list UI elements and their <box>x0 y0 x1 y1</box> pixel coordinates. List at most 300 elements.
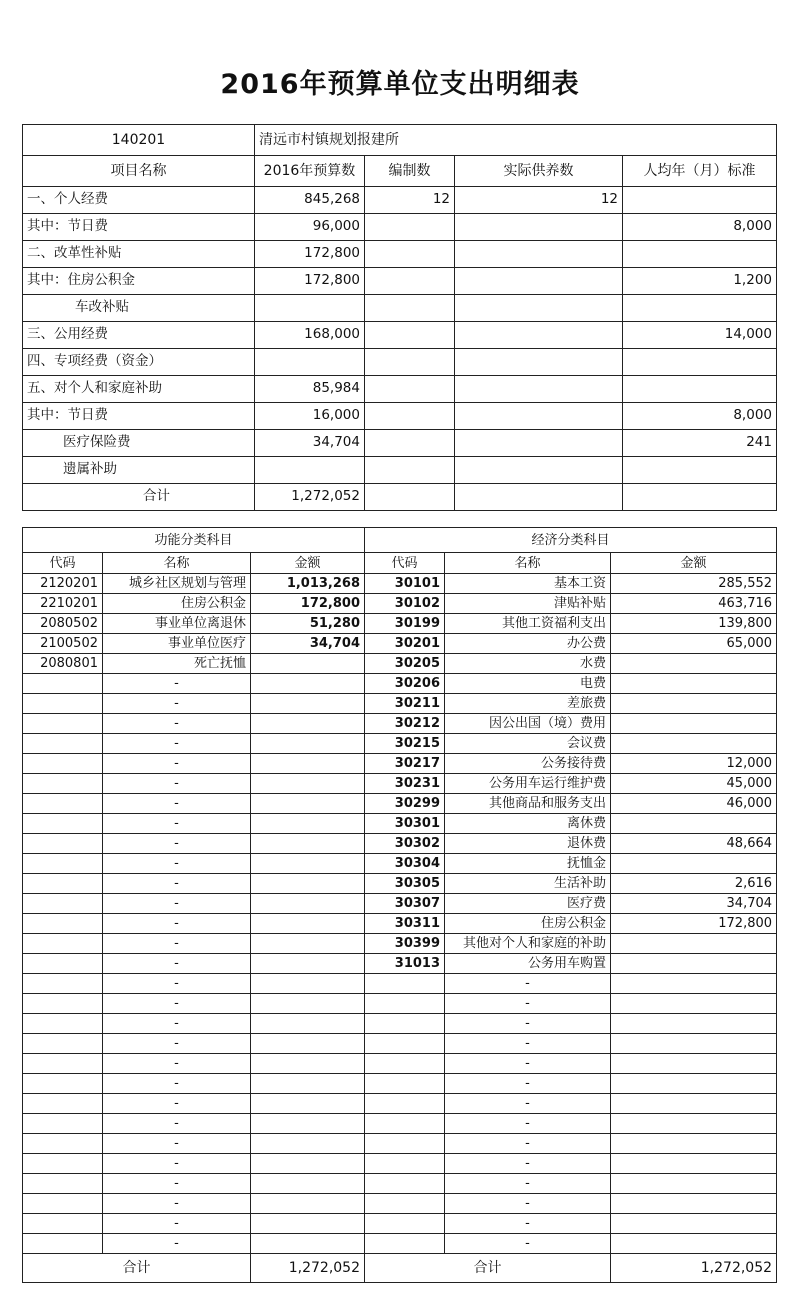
func-name: 住房公积金 <box>103 594 251 614</box>
summary-row <box>23 241 777 268</box>
func-name: - <box>103 1054 251 1074</box>
econ-code <box>365 974 445 994</box>
func-amount <box>251 1134 365 1154</box>
econ-name: 退休费 <box>445 834 611 854</box>
budget-value: 172,800 <box>255 241 365 268</box>
summary-table <box>22 124 777 511</box>
func-total-value: 1,272,052 <box>251 1254 365 1283</box>
econ-amount <box>611 1094 777 1114</box>
econ-amount <box>611 714 777 734</box>
func-amount <box>251 1054 365 1074</box>
econ-code: 30205 <box>365 654 445 674</box>
standard-value: 1,200 <box>623 268 777 295</box>
econ-code <box>365 1154 445 1174</box>
detail-row <box>23 1174 777 1194</box>
func-name: 城乡社区规划与管理 <box>103 574 251 594</box>
econ-amount <box>611 1014 777 1034</box>
econ-amount <box>611 1034 777 1054</box>
econ-code <box>365 1054 445 1074</box>
standard-value: 8,000 <box>623 214 777 241</box>
func-code: 2120201 <box>23 574 103 594</box>
econ-name: 生活补助 <box>445 874 611 894</box>
actual-count <box>455 376 623 403</box>
budget-value: 34,704 <box>255 430 365 457</box>
econ-name: 其他工资福利支出 <box>445 614 611 634</box>
staff-count <box>365 241 455 268</box>
func-name: - <box>103 814 251 834</box>
func-code <box>23 1134 103 1154</box>
econ-name: 公务接待费 <box>445 754 611 774</box>
econ-amount <box>611 1114 777 1134</box>
econ-code: 30302 <box>365 834 445 854</box>
econ-code: 30304 <box>365 854 445 874</box>
func-amount <box>251 854 365 874</box>
detail-table <box>22 527 777 1283</box>
standard-value: 241 <box>623 430 777 457</box>
summary-row <box>23 268 777 295</box>
header-actual: 实际供养数 <box>455 156 623 187</box>
staff-count <box>365 322 455 349</box>
summary-total-value: 1,272,052 <box>255 484 365 511</box>
header-econ-code: 代码 <box>365 553 445 574</box>
actual-count: 12 <box>455 187 623 214</box>
standard-value: 8,000 <box>623 403 777 430</box>
item-name: 四、专项经费（资金） <box>23 349 255 376</box>
standard-value <box>623 457 777 484</box>
func-code <box>23 834 103 854</box>
summary-total-label: 合计 <box>23 484 255 511</box>
econ-code <box>365 1214 445 1234</box>
staff-count: 12 <box>365 187 455 214</box>
econ-code <box>365 994 445 1014</box>
detail-row <box>23 1154 777 1174</box>
econ-name: 抚恤金 <box>445 854 611 874</box>
econ-code: 30231 <box>365 774 445 794</box>
page-title: 2016年预算单位支出明细表 <box>220 69 580 100</box>
func-name: - <box>103 974 251 994</box>
econ-name: 水费 <box>445 654 611 674</box>
func-name: - <box>103 674 251 694</box>
econ-name: - <box>445 1054 611 1074</box>
actual-count <box>455 403 623 430</box>
econ-name: - <box>445 1074 611 1094</box>
detail-header-row <box>23 553 777 574</box>
func-total-label: 合计 <box>23 1254 251 1283</box>
func-amount <box>251 994 365 1014</box>
staff-count <box>365 376 455 403</box>
detail-row <box>23 1134 777 1154</box>
empty-cell <box>623 484 777 511</box>
summary-row <box>23 430 777 457</box>
econ-code <box>365 1114 445 1134</box>
item-name: 车改补贴 <box>23 295 255 322</box>
staff-count <box>365 403 455 430</box>
func-name: - <box>103 954 251 974</box>
func-code <box>23 774 103 794</box>
econ-amount <box>611 994 777 1014</box>
econ-name: - <box>445 1234 611 1254</box>
econ-amount: 46,000 <box>611 794 777 814</box>
header-econ-name: 名称 <box>445 553 611 574</box>
econ-code <box>365 1174 445 1194</box>
econ-amount: 65,000 <box>611 634 777 654</box>
item-name: 三、公用经费 <box>23 322 255 349</box>
budget-value: 85,984 <box>255 376 365 403</box>
econ-amount <box>611 854 777 874</box>
item-name: 遗属补助 <box>23 457 255 484</box>
detail-row <box>23 894 777 914</box>
actual-count <box>455 295 623 322</box>
func-code <box>23 874 103 894</box>
func-code: 2080801 <box>23 654 103 674</box>
econ-amount <box>611 814 777 834</box>
summary-row <box>23 349 777 376</box>
econ-amount <box>611 734 777 754</box>
func-code <box>23 854 103 874</box>
func-name: - <box>103 1034 251 1054</box>
econ-amount: 12,000 <box>611 754 777 774</box>
detail-row <box>23 1194 777 1214</box>
header-func-name: 名称 <box>103 553 251 574</box>
econ-code: 31013 <box>365 954 445 974</box>
func-name: - <box>103 914 251 934</box>
empty-cell <box>365 484 455 511</box>
detail-row <box>23 694 777 714</box>
func-amount <box>251 1214 365 1234</box>
econ-amount: 139,800 <box>611 614 777 634</box>
func-code <box>23 1214 103 1234</box>
budget-value <box>255 349 365 376</box>
func-code <box>23 1154 103 1174</box>
detail-row <box>23 634 777 654</box>
actual-count <box>455 214 623 241</box>
econ-name: 会议费 <box>445 734 611 754</box>
func-amount <box>251 1154 365 1174</box>
econ-amount: 45,000 <box>611 774 777 794</box>
func-amount <box>251 814 365 834</box>
func-code <box>23 914 103 934</box>
econ-amount <box>611 1054 777 1074</box>
econ-name: 办公费 <box>445 634 611 654</box>
item-name: 五、对个人和家庭补助 <box>23 376 255 403</box>
func-amount <box>251 954 365 974</box>
detail-row <box>23 774 777 794</box>
func-amount <box>251 734 365 754</box>
econ-code: 30215 <box>365 734 445 754</box>
detail-row <box>23 914 777 934</box>
func-code <box>23 1014 103 1034</box>
func-amount <box>251 1114 365 1134</box>
summary-row <box>23 403 777 430</box>
budget-value: 172,800 <box>255 268 365 295</box>
detail-row <box>23 1114 777 1134</box>
func-name: - <box>103 794 251 814</box>
econ-name: 基本工资 <box>445 574 611 594</box>
func-code <box>23 1094 103 1114</box>
func-code <box>23 714 103 734</box>
detail-row <box>23 674 777 694</box>
econ-name: - <box>445 1174 611 1194</box>
header-func-amount: 金额 <box>251 553 365 574</box>
summary-row <box>23 322 777 349</box>
func-amount <box>251 914 365 934</box>
summary-row <box>23 187 777 214</box>
func-code <box>23 1054 103 1074</box>
econ-amount <box>611 694 777 714</box>
econ-code <box>365 1074 445 1094</box>
detail-row <box>23 714 777 734</box>
actual-count <box>455 268 623 295</box>
econ-code <box>365 1034 445 1054</box>
func-amount: 51,280 <box>251 614 365 634</box>
econ-code: 30307 <box>365 894 445 914</box>
func-code: 2080502 <box>23 614 103 634</box>
func-amount <box>251 1034 365 1054</box>
econ-amount <box>611 1174 777 1194</box>
budget-value <box>255 457 365 484</box>
detail-row <box>23 1014 777 1034</box>
actual-count <box>455 241 623 268</box>
func-code <box>23 934 103 954</box>
func-code: 2100502 <box>23 634 103 654</box>
econ-name: 津贴补贴 <box>445 594 611 614</box>
header-func-code: 代码 <box>23 553 103 574</box>
detail-row <box>23 594 777 614</box>
func-name: - <box>103 834 251 854</box>
econ-name: 差旅费 <box>445 694 611 714</box>
budget-value <box>255 295 365 322</box>
func-name: - <box>103 1134 251 1154</box>
func-name: 死亡抚恤 <box>103 654 251 674</box>
summary-total-row <box>23 484 777 511</box>
summary-row <box>23 457 777 484</box>
econ-code <box>365 1134 445 1154</box>
func-code <box>23 1074 103 1094</box>
econ-amount <box>611 1154 777 1174</box>
econ-code <box>365 1014 445 1034</box>
econ-amount: 48,664 <box>611 834 777 854</box>
staff-count <box>365 295 455 322</box>
econ-amount <box>611 954 777 974</box>
func-name: - <box>103 994 251 1014</box>
econ-code: 30311 <box>365 914 445 934</box>
func-name: - <box>103 1214 251 1234</box>
econ-name: - <box>445 1014 611 1034</box>
econ-name: 其他商品和服务支出 <box>445 794 611 814</box>
econ-amount: 34,704 <box>611 894 777 914</box>
func-name: - <box>103 1154 251 1174</box>
detail-row <box>23 1094 777 1114</box>
detail-row <box>23 834 777 854</box>
func-code <box>23 894 103 914</box>
item-name: 医疗保险费 <box>23 430 255 457</box>
func-amount <box>251 694 365 714</box>
econ-code: 30217 <box>365 754 445 774</box>
econ-name: - <box>445 974 611 994</box>
econ-name: - <box>445 1094 611 1114</box>
func-category-title: 功能分类科目 <box>23 528 365 553</box>
actual-count <box>455 322 623 349</box>
econ-total-label: 合计 <box>365 1254 611 1283</box>
func-name: - <box>103 754 251 774</box>
unit-name: 清远市村镇规划报建所 <box>255 125 777 156</box>
detail-row <box>23 814 777 834</box>
func-amount <box>251 974 365 994</box>
econ-name: 离休费 <box>445 814 611 834</box>
unit-row <box>23 125 777 156</box>
detail-row <box>23 1054 777 1074</box>
staff-count <box>365 430 455 457</box>
func-code <box>23 1114 103 1134</box>
func-amount <box>251 894 365 914</box>
func-name: - <box>103 854 251 874</box>
econ-code: 30101 <box>365 574 445 594</box>
econ-code: 30399 <box>365 934 445 954</box>
func-amount <box>251 834 365 854</box>
econ-category-title: 经济分类科目 <box>365 528 777 553</box>
detail-row <box>23 1034 777 1054</box>
econ-amount: 285,552 <box>611 574 777 594</box>
standard-value <box>623 349 777 376</box>
summary-row <box>23 295 777 322</box>
func-name: - <box>103 874 251 894</box>
func-name: - <box>103 1234 251 1254</box>
econ-total-value: 1,272,052 <box>611 1254 777 1283</box>
standard-value <box>623 295 777 322</box>
detail-row <box>23 994 777 1014</box>
econ-amount <box>611 654 777 674</box>
unit-code: 140201 <box>23 125 255 156</box>
econ-name: 公务用车购置 <box>445 954 611 974</box>
func-amount <box>251 874 365 894</box>
detail-row <box>23 934 777 954</box>
detail-row <box>23 794 777 814</box>
econ-amount <box>611 1234 777 1254</box>
func-amount <box>251 1094 365 1114</box>
header-item-name: 项目名称 <box>23 156 255 187</box>
budget-value: 96,000 <box>255 214 365 241</box>
detail-row <box>23 854 777 874</box>
econ-code: 30206 <box>365 674 445 694</box>
econ-amount <box>611 674 777 694</box>
econ-code <box>365 1094 445 1114</box>
item-name: 其中：住房公积金 <box>23 268 255 295</box>
func-amount <box>251 1014 365 1034</box>
func-amount <box>251 714 365 734</box>
func-amount <box>251 774 365 794</box>
func-code <box>23 754 103 774</box>
econ-code: 30212 <box>365 714 445 734</box>
detail-row <box>23 654 777 674</box>
func-code <box>23 794 103 814</box>
func-code <box>23 814 103 834</box>
staff-count <box>365 349 455 376</box>
econ-code <box>365 1194 445 1214</box>
func-amount <box>251 1174 365 1194</box>
category-title-row <box>23 528 777 553</box>
func-name: - <box>103 1074 251 1094</box>
header-staff: 编制数 <box>365 156 455 187</box>
econ-code <box>365 1234 445 1254</box>
standard-value <box>623 241 777 268</box>
econ-amount <box>611 1194 777 1214</box>
detail-row <box>23 954 777 974</box>
func-code <box>23 954 103 974</box>
detail-row <box>23 1214 777 1234</box>
func-amount <box>251 754 365 774</box>
func-name: - <box>103 694 251 714</box>
item-name: 其中：节日费 <box>23 214 255 241</box>
func-amount <box>251 1074 365 1094</box>
func-name: - <box>103 1014 251 1034</box>
econ-code: 30201 <box>365 634 445 654</box>
func-code <box>23 974 103 994</box>
func-code <box>23 674 103 694</box>
func-amount <box>251 654 365 674</box>
econ-name: - <box>445 1214 611 1234</box>
standard-value <box>623 187 777 214</box>
summary-header-row <box>23 156 777 187</box>
econ-name: - <box>445 1134 611 1154</box>
func-amount <box>251 1234 365 1254</box>
item-name: 一、个人经费 <box>23 187 255 214</box>
econ-amount: 2,616 <box>611 874 777 894</box>
func-name: - <box>103 1174 251 1194</box>
func-code <box>23 1194 103 1214</box>
econ-amount <box>611 1134 777 1154</box>
detail-row <box>23 974 777 994</box>
econ-name: 住房公积金 <box>445 914 611 934</box>
func-code <box>23 1234 103 1254</box>
func-name: - <box>103 1194 251 1214</box>
item-name: 其中：节日费 <box>23 403 255 430</box>
func-amount: 1,013,268 <box>251 574 365 594</box>
detail-row <box>23 1074 777 1094</box>
detail-row <box>23 874 777 894</box>
func-code <box>23 734 103 754</box>
item-name: 二、改革性补贴 <box>23 241 255 268</box>
func-name: 事业单位离退休 <box>103 614 251 634</box>
staff-count <box>365 268 455 295</box>
econ-name: 电费 <box>445 674 611 694</box>
func-name: - <box>103 714 251 734</box>
header-budget: 2016年预算数 <box>255 156 365 187</box>
func-amount <box>251 794 365 814</box>
budget-value: 845,268 <box>255 187 365 214</box>
detail-total-row <box>23 1254 777 1283</box>
econ-name: - <box>445 1114 611 1134</box>
econ-code: 30299 <box>365 794 445 814</box>
econ-code: 30305 <box>365 874 445 894</box>
detail-row <box>23 754 777 774</box>
func-name: - <box>103 1094 251 1114</box>
econ-name: - <box>445 994 611 1014</box>
func-code <box>23 1034 103 1054</box>
func-name: - <box>103 1114 251 1134</box>
func-amount <box>251 1194 365 1214</box>
actual-count <box>455 349 623 376</box>
detail-row <box>23 1234 777 1254</box>
empty-cell <box>455 484 623 511</box>
func-code <box>23 994 103 1014</box>
econ-name: 医疗费 <box>445 894 611 914</box>
budget-value: 16,000 <box>255 403 365 430</box>
summary-row <box>23 376 777 403</box>
func-name: - <box>103 774 251 794</box>
econ-name: - <box>445 1194 611 1214</box>
func-name: - <box>103 894 251 914</box>
econ-amount: 172,800 <box>611 914 777 934</box>
